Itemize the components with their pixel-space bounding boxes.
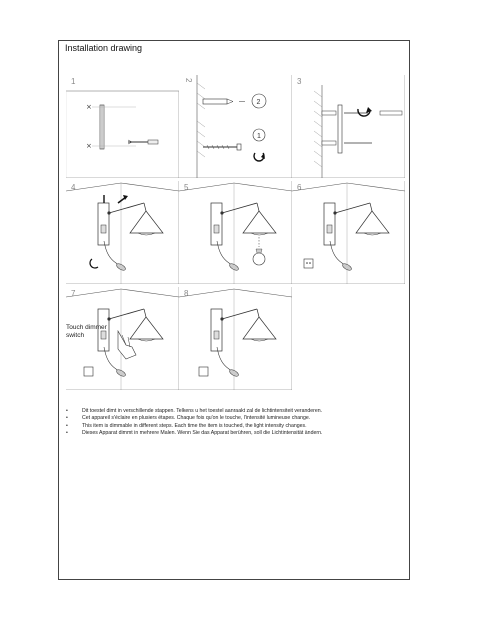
note-text: Cet appareil s'éclaire en plusiers étapes. Chaque fois qu'on le touche, l'intensité lumineuse change.: [82, 415, 311, 422]
svg-text:×: ×: [86, 142, 92, 150]
step-panel-6: [292, 181, 405, 284]
dimming-notes: [66, 408, 322, 438]
step-panel-4: [66, 181, 179, 284]
step-number: 2: [184, 78, 193, 83]
attach-lamp-illustration: [66, 181, 179, 284]
step-number: 4: [71, 183, 76, 192]
note-dutch: [66, 408, 322, 415]
document-title: Installation drawing: [65, 43, 143, 53]
step-number: 7: [71, 289, 76, 298]
step-number: 5: [184, 183, 189, 192]
note-text: Dieses Apparat dimmt in mehrere Malen. Wenn Sie das Apparat berühren, soll die Lichtintensität ändern.: [82, 430, 323, 437]
step-panel-3: [292, 75, 405, 178]
bullet: •: [66, 408, 68, 414]
bullet: •: [66, 430, 68, 437]
wall-marking-illustration: [66, 75, 179, 178]
svg-text:×: ×: [86, 103, 92, 111]
step-number: 6: [297, 183, 302, 192]
touch-dimmer-callout: [66, 324, 107, 340]
finished-installation-illustration: [179, 287, 292, 390]
note-english: [66, 423, 322, 430]
substep-label: 2: [256, 99, 261, 106]
plug-and-screw-illustration: [179, 75, 292, 178]
step-panel-8: [179, 287, 292, 390]
step-number: 3: [297, 77, 302, 86]
insert-bulb-illustration: [179, 181, 292, 284]
step-number: 1: [71, 77, 76, 86]
plug-in-illustration: [292, 181, 405, 284]
step-panel-5: [179, 181, 292, 284]
substep-label: 1: [257, 133, 261, 140]
note-german: [66, 430, 322, 437]
bullet: •: [66, 422, 68, 429]
step-number: 8: [184, 289, 189, 298]
bullet: •: [66, 415, 68, 422]
callout-text: Touch dimmer switch: [66, 324, 107, 339]
step-panel-2: [179, 75, 292, 178]
note-text: This item is dimmable in different steps. Each time the item is touched, the light intensity changes.: [82, 422, 307, 429]
mount-bracket-illustration: [292, 75, 405, 178]
note-text: Dit toestel dimt in verschillende stappen. Telkens u het toestel aanraakt zal de lichtintensiteit veranderen.: [82, 408, 323, 414]
note-french: [66, 415, 322, 422]
step-panel-1: [66, 75, 179, 178]
